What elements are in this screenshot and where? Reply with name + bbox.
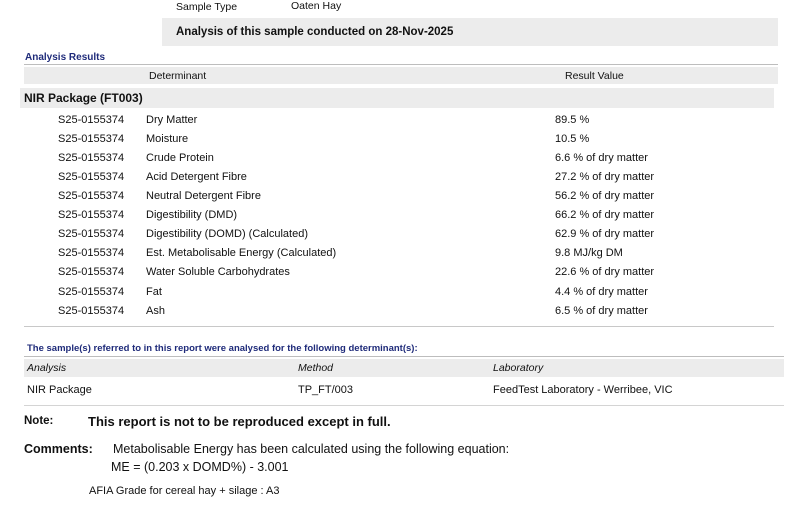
table-row	[0, 190, 800, 209]
methods-column-header	[24, 359, 784, 377]
table-row	[0, 247, 800, 266]
note-label: Note:	[24, 415, 54, 427]
table-row	[0, 171, 800, 190]
determinant: Crude Protein	[146, 152, 214, 164]
determinant: Est. Metabolisable Energy (Calculated)	[146, 247, 337, 259]
sample-id: S25-0155374	[58, 286, 125, 298]
sample-type-label: Sample Type	[176, 1, 238, 13]
result-value: 9.8 MJ/kg DM	[555, 247, 623, 259]
determinant: Water Soluble Carbohydrates	[146, 266, 290, 278]
comments-line: Metabolisable Energy has been calculated using the following equation:	[113, 442, 510, 456]
sample-id: S25-0155374	[58, 114, 125, 126]
table-row	[0, 133, 800, 152]
determinant: Digestibility (DMD)	[146, 209, 238, 221]
determinant: Fat	[146, 286, 162, 298]
table-row	[0, 286, 800, 305]
table-row	[0, 114, 800, 133]
determinant: Ash	[146, 305, 165, 317]
determinant: Moisture	[146, 133, 189, 145]
col-laboratory: Laboratory	[493, 362, 544, 374]
result-value: 22.6 % of dry matter	[555, 266, 655, 278]
method-analysis: NIR Package	[27, 384, 92, 396]
sample-id: S25-0155374	[58, 171, 125, 183]
result-value: 10.5 %	[555, 133, 590, 145]
col-result-value: Result Value	[565, 70, 624, 82]
sample-id: S25-0155374	[58, 247, 125, 259]
table-row	[0, 266, 800, 285]
method-code: TP_FT/003	[298, 384, 354, 396]
methods-heading: The sample(s) referred to in this report were analysed for the following determinant(s):	[27, 343, 418, 354]
result-value: 89.5 %	[555, 114, 590, 126]
sample-id: S25-0155374	[58, 133, 125, 145]
table-row	[0, 228, 800, 247]
col-determinant: Determinant	[149, 70, 207, 82]
table-row	[0, 152, 800, 171]
sample-id: S25-0155374	[58, 305, 125, 317]
determinant: Digestibility (DOMD) (Calculated)	[146, 228, 308, 240]
analysis-date-banner	[162, 18, 778, 46]
package-title: NIR Package (FT003)	[24, 91, 143, 105]
col-method: Method	[298, 362, 334, 374]
col-analysis: Analysis	[27, 362, 67, 374]
note-text: This report is not to be reproduced except in full.	[88, 414, 391, 429]
result-value: 4.4 % of dry matter	[555, 286, 648, 298]
sample-id: S25-0155374	[58, 152, 125, 164]
sample-id: S25-0155374	[58, 190, 125, 202]
package-title-bar	[20, 88, 774, 108]
sample-id: S25-0155374	[58, 228, 125, 240]
result-value: 62.9 % of dry matter	[555, 228, 655, 240]
method-laboratory: FeedTest Laboratory - Werribee, VIC	[493, 384, 673, 396]
analysis-date-text: Analysis of this sample conducted on 28-Nov-2025	[176, 26, 454, 38]
sample-id: S25-0155374	[58, 266, 125, 278]
results-column-header	[24, 67, 778, 84]
comments-label: Comments:	[24, 442, 93, 456]
sample-type-value: Oaten Hay	[291, 0, 342, 12]
result-value: 56.2 % of dry matter	[555, 190, 655, 202]
determinant: Neutral Detergent Fibre	[146, 190, 261, 202]
table-row	[0, 305, 800, 324]
table-row	[0, 209, 800, 228]
me-equation: ME = (0.203 x DOMD%) - 3.001	[111, 460, 289, 474]
determinant: Acid Detergent Fibre	[146, 171, 247, 183]
determinant: Dry Matter	[146, 114, 198, 126]
result-value: 27.2 % of dry matter	[555, 171, 655, 183]
sample-id: S25-0155374	[58, 209, 125, 221]
afia-grade: AFIA Grade for cereal hay + silage : A3	[89, 485, 280, 497]
result-value: 66.2 % of dry matter	[555, 209, 655, 221]
result-value: 6.5 % of dry matter	[555, 305, 648, 317]
analysis-results-heading: Analysis Results	[25, 52, 106, 63]
result-value: 6.6 % of dry matter	[555, 152, 648, 164]
